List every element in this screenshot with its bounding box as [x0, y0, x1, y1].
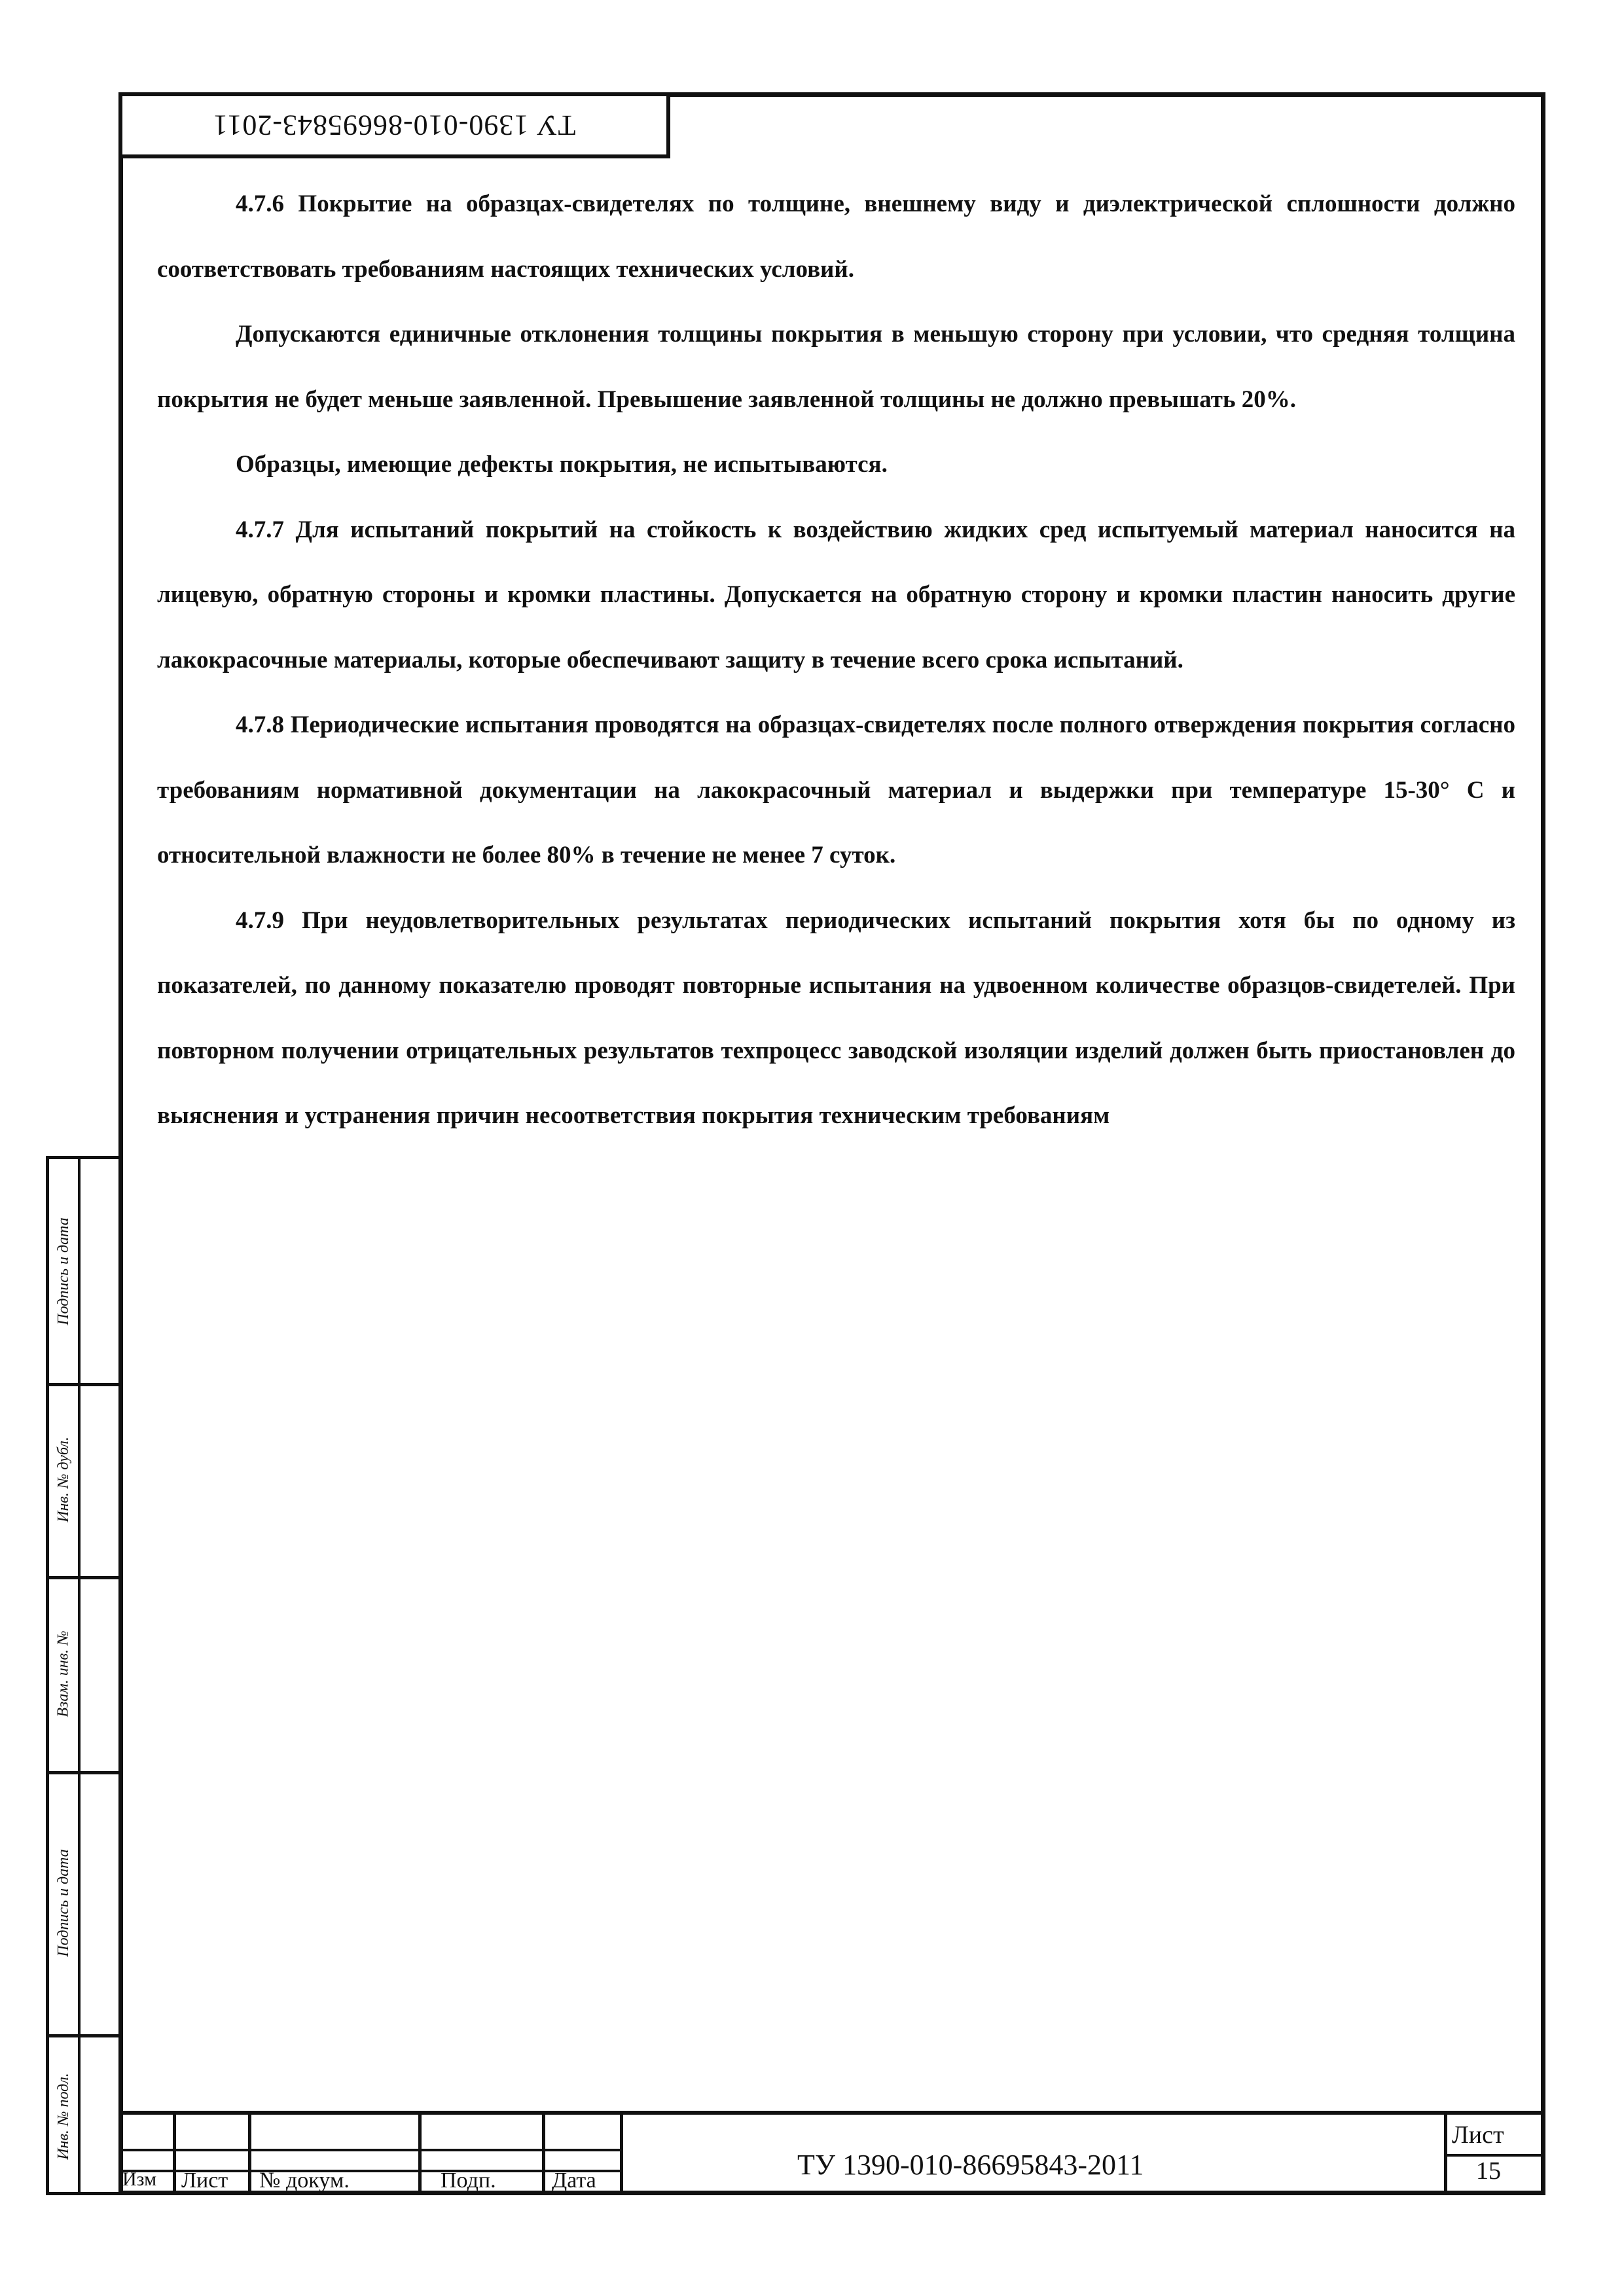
paragraph-deviation: Допускаются единичные отклонения толщины покрытия в меньшую сторону при условии, что средняя толщина покрытия не будет меньше заявленной. Превышение заявленной толщины не должно превышать 20%.	[157, 321, 1515, 413]
document-body	[157, 171, 1515, 1149]
tb-vline	[418, 2115, 422, 2195]
paragraph-4-7-7: 4.7.7 Для испытаний покрытий на стойкость к воздействию жидких сред испытуемый материал наносится на лицевую, обратную стороны и кромки пластины. Допускается на обратную сторону и кромки пластин наносить другие лакокрасочные материалы, которые обеспечивают защиту в течение всего срока испытаний.	[157, 516, 1515, 673]
side-stamp-label: Подпись и дата	[54, 1217, 72, 1325]
tb-label-sign: Подп.	[441, 2168, 496, 2193]
top-designation-box	[118, 92, 670, 158]
tb-label-izm: Изм	[122, 2168, 157, 2190]
side-stamp-label: Взам. инв. №	[54, 1630, 72, 1717]
paragraph-4-7-9: 4.7.9 При неудовлетворительных результатах периодических испытаний покрытия хотя бы по одному из показателей, по данному показателю проводят повторные испытания на удвоенном количестве образцов-свидетелей. При повторном получении отрицательных результатов техпроцесс заводской изоляции изделий должен быть приостановлен до выяснения и устранения причин несоответствия покрытия техническим требованиям	[157, 906, 1515, 1129]
tb-hline	[118, 2149, 620, 2151]
tb-label-doc: № докум.	[259, 2168, 350, 2193]
tb-vline	[173, 2115, 176, 2195]
side-stamp-label: Инв. № подл.	[54, 2072, 72, 2160]
paragraph-4-7-8: 4.7.8 Периодические испытания проводятся на образцах-свидетелях после полного отверждения покрытия согласно требованиям нормативной документации на лакокрасочный материал и выдержки при температуре 15-30° С и относительной влажности не более 80% в течение не менее 7 суток.	[157, 711, 1515, 869]
sheet-label: Лист	[1452, 2121, 1504, 2149]
top-designation-text: ТУ 1390-010-86695843-2011	[213, 109, 576, 141]
tb-label-date: Дата	[552, 2168, 596, 2193]
paragraph-4-7-6: 4.7.6 Покрытие на образцах-свидетелях по толщине, внешнему виду и диэлектрической сплошности должно соответствовать требованиям настоящих технических условий.	[157, 190, 1515, 283]
tb-label-list: Лист	[181, 2168, 228, 2193]
tb-vline	[248, 2115, 251, 2195]
paragraph-defects: Образцы, имеющие дефекты покрытия, не испытываются.	[236, 451, 888, 478]
document-designation: ТУ 1390-010-86695843-2011	[797, 2149, 1144, 2181]
side-stamp-label: Подпись и дата	[54, 1848, 72, 1957]
tb-vline	[542, 2115, 545, 2195]
sheet-number: 15	[1476, 2157, 1501, 2185]
side-stamp-label: Инв. № дубл.	[54, 1437, 72, 1522]
side-stamp	[46, 1156, 118, 2195]
tb-vline	[620, 2115, 623, 2195]
